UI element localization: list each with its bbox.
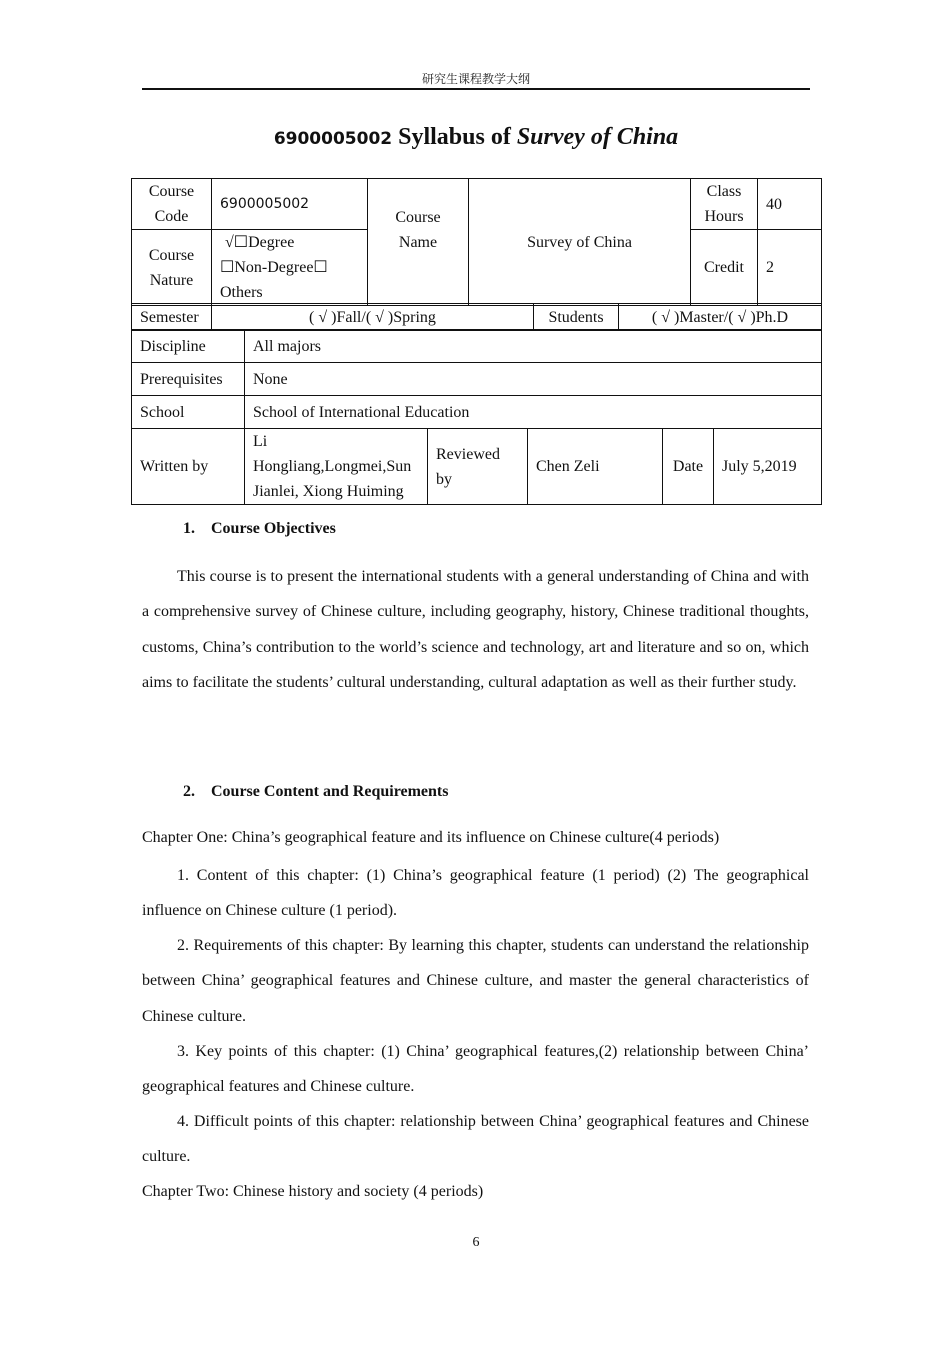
chapter-one-item-2: 2. Requirements of this chapter: By learning this chapter, students can understand the relationship between China’ geographical features and Chinese culture, and master the general characteristics of Chinese culture.	[142, 937, 809, 1025]
prerequisites-label: Prerequisites	[132, 363, 245, 396]
school-label: School	[132, 396, 245, 429]
students-value: ( √ )Master/( √ )Ph.D	[619, 304, 822, 331]
credit-value: 2	[758, 230, 822, 306]
class-hours-value: 40	[758, 179, 822, 230]
school-value: School of International Education	[245, 396, 822, 429]
authorship-table	[131, 428, 822, 505]
semester-value: ( √ )Fall/( √ )Spring	[212, 304, 534, 331]
semester-table	[131, 303, 822, 331]
date-label: Date	[663, 429, 714, 505]
course-code-label: Course Code	[132, 179, 212, 230]
chapter-two-title: Chapter Two: Chinese history and society (4 periods)	[142, 1183, 484, 1200]
chapter-one-item-3: 3. Key points of this chapter: (1) China’ geographical features,(2) relationship between China’ geographical features and Chinese culture.	[142, 1043, 809, 1096]
semester-label: Semester	[132, 304, 212, 331]
discipline-label: Discipline	[132, 330, 245, 363]
nature-others-option: Others	[220, 284, 263, 301]
reviewed-by-value: Chen Zeli	[528, 429, 663, 505]
date-value: July 5,2019	[714, 429, 822, 505]
nature-degree-option: √☐Degree	[225, 234, 295, 251]
objectives-paragraph: This course is to present the international students with a general understanding of China and with a comprehensive survey of Chinese culture, including geography, history, Chinese traditional thoughts, customs, China’s contribution to the world’s science and technology, art and literature and so on, which aims to facilitate the students’ cultural understanding, cultural adaptation as well as their further study.	[142, 568, 809, 691]
header-rule	[142, 88, 810, 90]
course-nature-label: Course Nature	[132, 230, 212, 306]
title-course-name: Survey of China	[516, 124, 679, 150]
section-heading-content	[183, 783, 448, 801]
chapter-one-item-4: 4. Difficult points of this chapter: relationship between China’ geographical features and Chinese culture.	[142, 1113, 809, 1166]
course-nature-value	[212, 230, 368, 306]
chapter-one-item-1: 1. Content of this chapter: (1) China’s geographical feature (1 period) (2) The geographical influence on Chinese culture (1 period).	[142, 867, 809, 920]
course-name-value: Survey of China	[469, 179, 691, 306]
document-title	[142, 124, 810, 151]
discipline-value: All majors	[245, 330, 822, 363]
nature-non-degree-option: ☐Non-Degree☐	[220, 259, 328, 276]
section-heading-objectives	[183, 520, 336, 538]
written-by-label: Written by	[132, 429, 245, 505]
course-code-value: 6900005002	[212, 179, 368, 230]
prerequisites-value: None	[245, 363, 822, 396]
discipline-table	[131, 329, 822, 429]
written-by-value: Li Hongliang,Longmei,Sun Jianlei, Xiong Huiming	[245, 429, 428, 505]
course-name-label: Course Name	[368, 179, 469, 306]
page-number: 6	[472, 1235, 480, 1250]
students-label: Students	[534, 304, 619, 331]
page-header: 研究生课程教学大纲	[421, 72, 530, 86]
reviewed-by-label: Reviewed by	[428, 429, 528, 505]
section-number: 1.	[183, 520, 195, 537]
class-hours-label: Class Hours	[691, 179, 758, 230]
course-info-table	[131, 178, 822, 306]
section-title: Course Content and Requirements	[211, 783, 449, 800]
title-prefix: Syllabus of	[398, 124, 511, 150]
section-title: Course Objectives	[211, 520, 336, 537]
credit-label: Credit	[691, 230, 758, 306]
title-course-code: 6900005002	[273, 129, 393, 149]
section-number: 2.	[183, 783, 195, 800]
chapter-one-title: Chapter One: China’s geographical feature and its influence on Chinese culture(4 periods)	[142, 829, 720, 846]
